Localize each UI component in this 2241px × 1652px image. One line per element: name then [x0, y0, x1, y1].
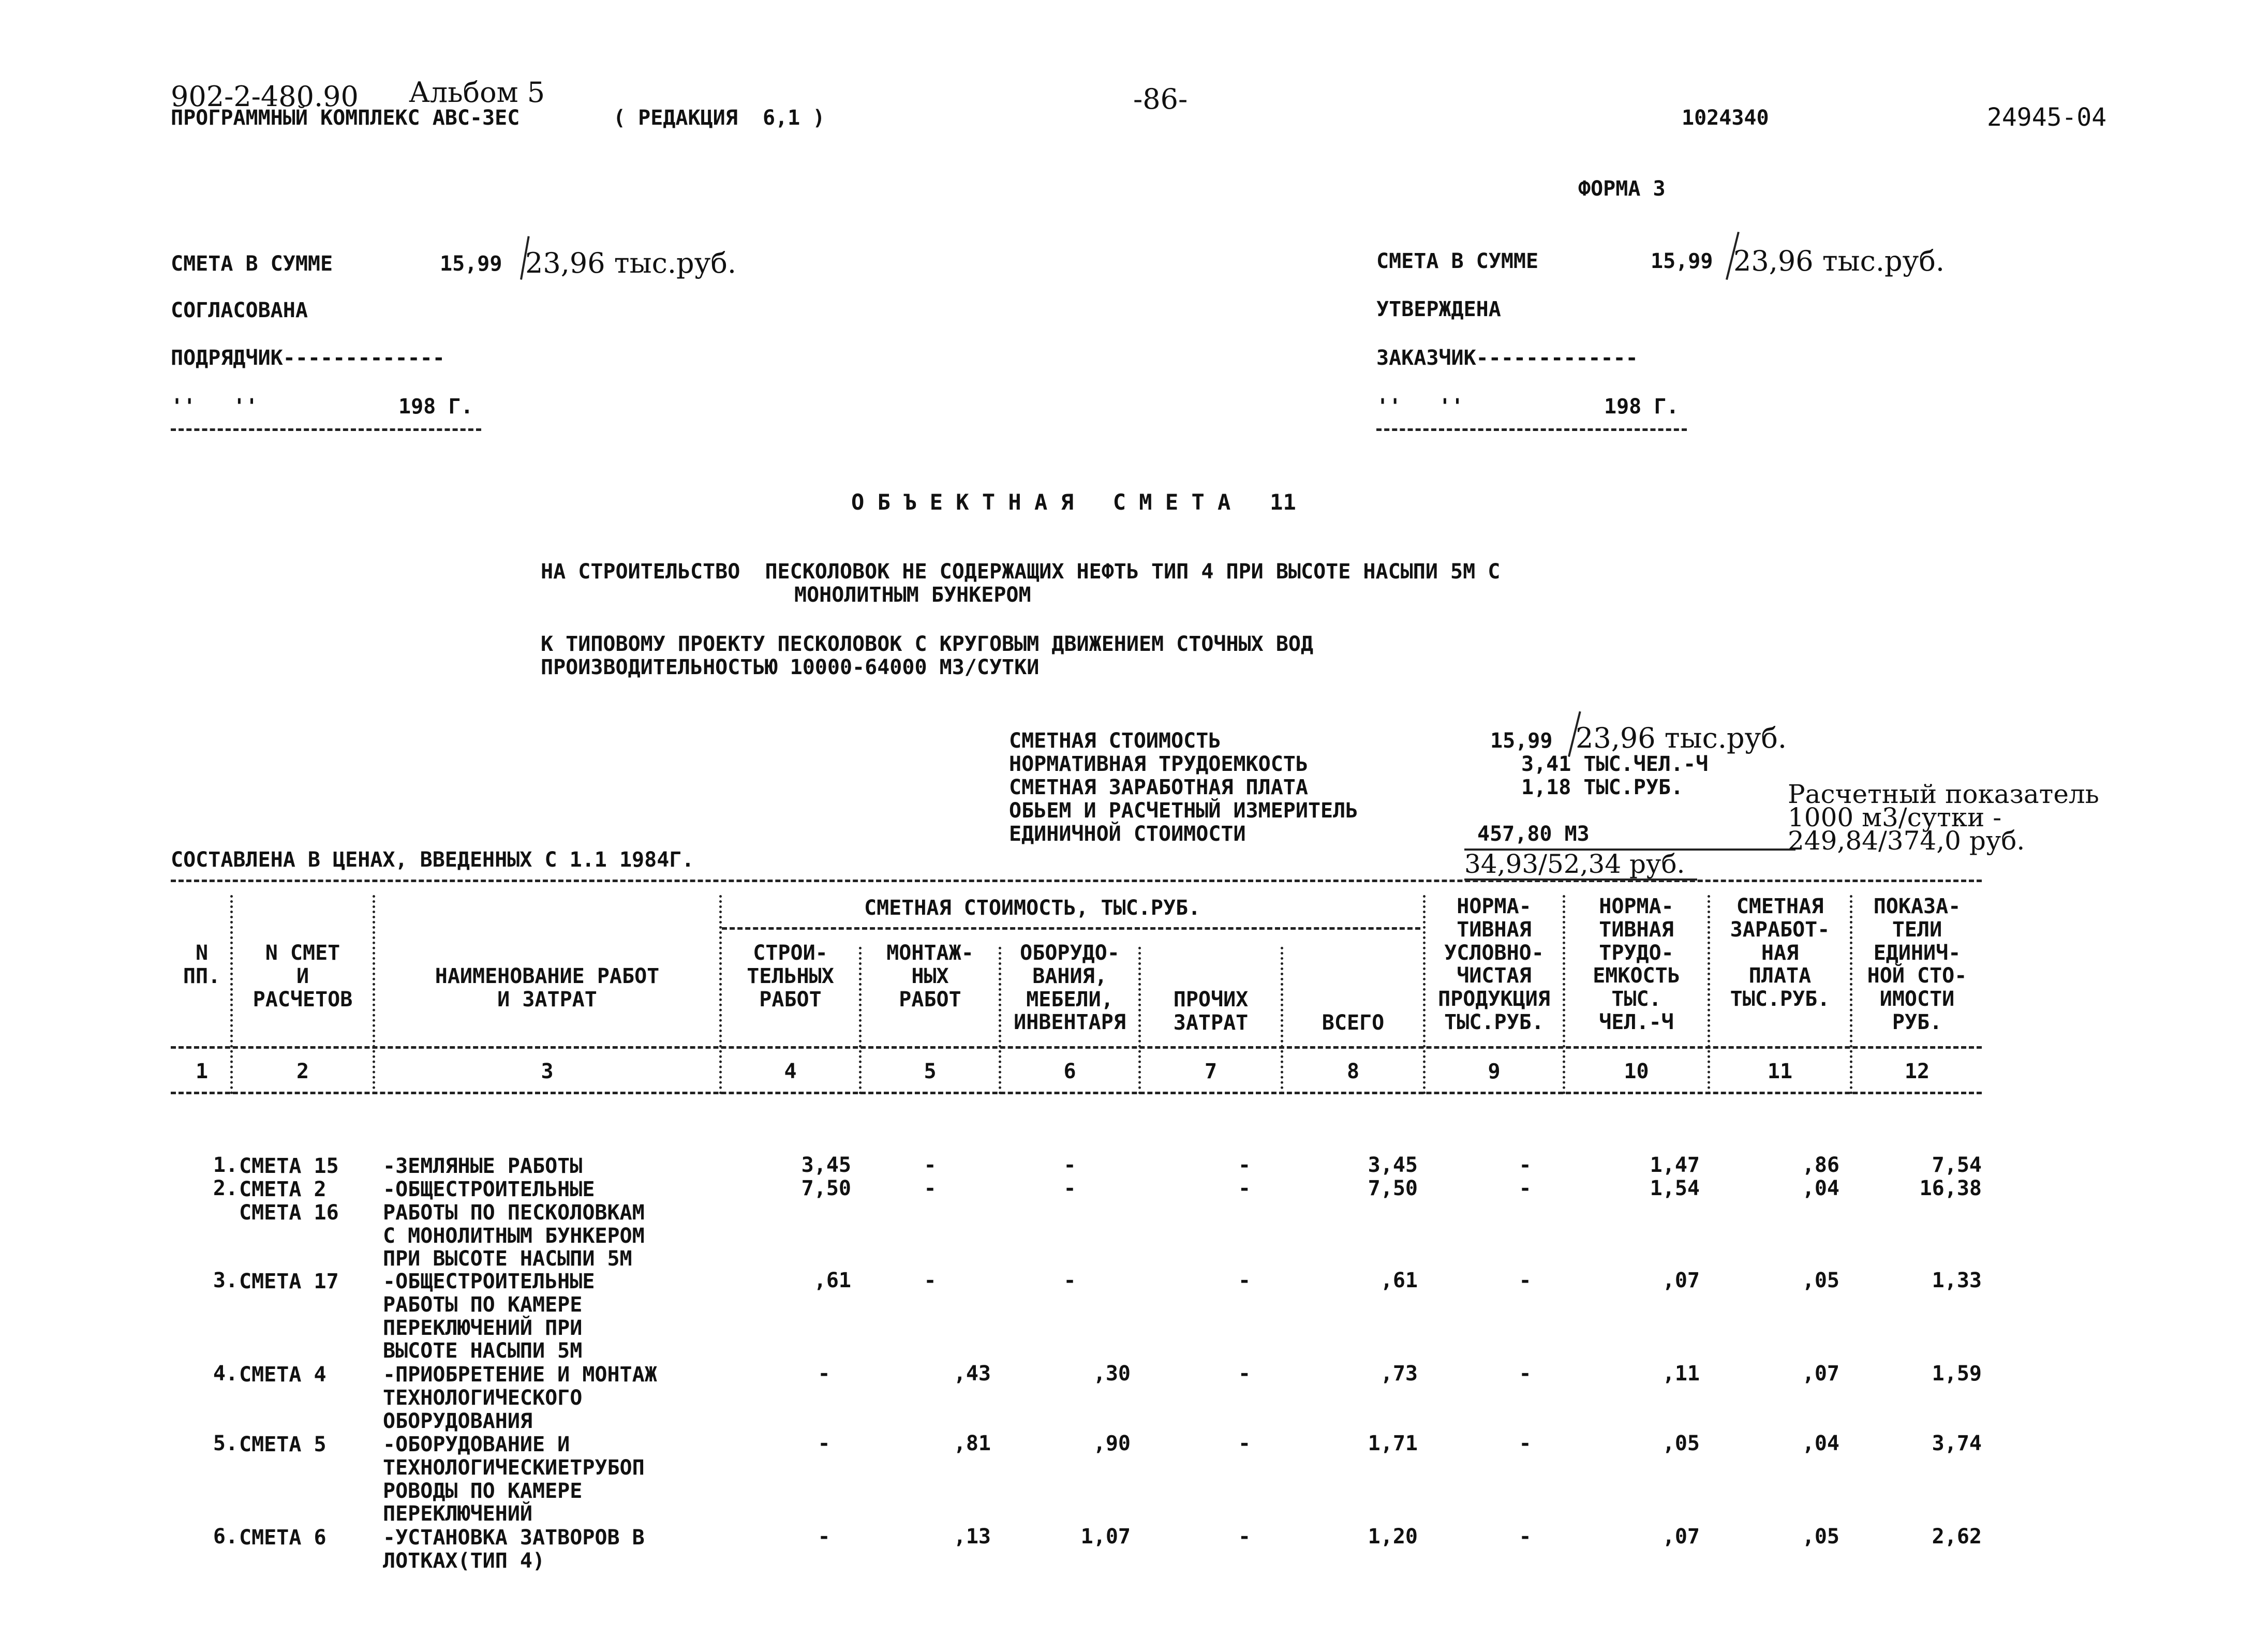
- row-equipment: -: [1063, 1269, 1076, 1292]
- row-unit-cost: 2,62: [1932, 1525, 1982, 1549]
- left-sum-label: СМЕТА В СУММЕ: [171, 252, 333, 276]
- row-estimate: СМЕТА 6: [239, 1526, 326, 1550]
- left-status: СОГЛАСОВАНА: [171, 299, 308, 322]
- left-date-year: 198 Г.: [398, 395, 473, 419]
- row-net-product: -: [1519, 1362, 1532, 1386]
- row-construction: -: [818, 1432, 830, 1455]
- row-other: -: [1238, 1525, 1251, 1549]
- right-party: ЗАКАЗЧИК-------------: [1376, 346, 1638, 370]
- row-estimate: СМЕТА 17: [239, 1270, 339, 1293]
- row-other: -: [1238, 1269, 1251, 1292]
- header-construction: СТРОИ- ТЕЛЬНЫХ РАБОТ: [747, 941, 834, 1011]
- row-unit-cost: 7,54: [1932, 1153, 1982, 1177]
- column-number: 4: [784, 1060, 797, 1083]
- row-equipment: -: [1063, 1153, 1076, 1177]
- group-header-rule: [722, 927, 1420, 930]
- row-labor: ,11: [1662, 1362, 1700, 1386]
- column-number: 5: [924, 1060, 937, 1083]
- row-net-product: -: [1519, 1153, 1532, 1177]
- header-num: N ПП.: [183, 941, 221, 988]
- row-estimate: СМЕТА 15: [239, 1154, 339, 1178]
- header-name: НАИМЕНОВАНИЕ РАБОТ И ЗАТРАТ: [435, 964, 660, 1011]
- row-installation: ,13: [953, 1525, 991, 1549]
- left-sum-value: 15,99: [440, 252, 502, 276]
- row-construction: -: [818, 1362, 830, 1386]
- row-equipment: ,30: [1093, 1362, 1131, 1386]
- right-date-year: 198 Г.: [1604, 395, 1679, 419]
- document-number: 1024340: [1682, 106, 1769, 130]
- header-estimate: N СМЕТ И РАСЧЕТОВ: [253, 941, 353, 1011]
- column-number: 12: [1904, 1060, 1930, 1083]
- header-other: ПРОЧИХ ЗАТРАТ: [1173, 988, 1249, 1035]
- column-number: 10: [1624, 1060, 1649, 1083]
- row-total: 1,71: [1368, 1432, 1418, 1455]
- subtitle-line-2: МОНОЛИТНЫМ БУНКЕРОМ: [794, 583, 1031, 607]
- row-total: 1,20: [1368, 1525, 1418, 1549]
- column-numbers-rule: [171, 1092, 1982, 1094]
- note-line-3: 249,84/374,0 руб.: [1788, 826, 2025, 856]
- row-num: 3.: [213, 1269, 238, 1292]
- row-num: 4.: [213, 1362, 238, 1386]
- album-label: Альбом 5: [409, 76, 545, 109]
- prices-note: СОСТАВЛЕНА В ЦЕНАХ, ВВЕДЕННЫХ С 1.1 1984Г.: [171, 848, 694, 872]
- row-wage: ,05: [1802, 1525, 1839, 1549]
- row-other: -: [1238, 1177, 1251, 1200]
- summary-wage-value: 1,18 ТЫС.РУБ.: [1521, 776, 1684, 799]
- project-code: 902-2-480.90: [171, 80, 359, 113]
- row-labor: ,07: [1662, 1269, 1700, 1292]
- row-installation: -: [924, 1269, 937, 1292]
- subtitle-line-1: НА СТРОИТЕЛЬСТВО ПЕСКОЛОВОК НЕ СОДЕРЖАЩИХ НЕФТЬ ТИП 4 ПРИ ВЫСОТЕ НАСЫПИ 5М С: [541, 560, 1501, 584]
- row-installation: ,43: [953, 1362, 991, 1386]
- row-installation: -: [924, 1153, 937, 1177]
- summary-label-cost: СМЕТНАЯ СТОИМОСТЬ: [1009, 729, 1221, 753]
- row-equipment: -: [1063, 1177, 1076, 1200]
- row-total: 7,50: [1368, 1177, 1418, 1200]
- row-name: -ОБОРУДОВАНИЕ И ТЕХНОЛОГИЧЕСКИЕТРУБОП РОВОДЫ ПО КАМЕРЕ ПЕРЕКЛЮЧЕНИЙ: [383, 1433, 645, 1526]
- row-num: 5.: [213, 1432, 238, 1455]
- header-bottom-rule: [171, 1046, 1982, 1049]
- row-wage: ,07: [1802, 1362, 1839, 1386]
- summary-volume-value: 457,80 М3: [1477, 822, 1590, 846]
- left-party: ПОДРЯДЧИК-------------: [171, 346, 445, 370]
- project-line-1: К ТИПОВОМУ ПРОЕКТУ ПЕСКОЛОВОК С КРУГОВЫМ ДВИЖЕНИЕМ СТОЧНЫХ ВОД: [541, 632, 1314, 656]
- row-net-product: -: [1519, 1432, 1532, 1455]
- row-estimate: СМЕТА 4: [239, 1363, 326, 1387]
- group-header: СМЕТНАЯ СТОИМОСТЬ, ТЫС.РУБ.: [864, 896, 1201, 920]
- header-wage: СМЕТНАЯ ЗАРАБОТ- НАЯ ПЛАТА ТЫС.РУБ.: [1730, 895, 1830, 1011]
- row-net-product: -: [1519, 1269, 1532, 1292]
- row-labor: ,07: [1662, 1525, 1700, 1549]
- left-signature-line: [171, 428, 481, 431]
- row-other: -: [1238, 1432, 1251, 1455]
- right-sum-value: 15,99: [1651, 249, 1713, 273]
- row-unit-cost: 3,74: [1932, 1432, 1982, 1455]
- header-unit-cost: ПОКАЗА- ТЕЛИ ЕДИНИЧ- НОЙ СТО- ИМОСТИ РУБ.: [1867, 895, 1967, 1034]
- row-construction: -: [818, 1525, 830, 1549]
- summary-labor-value: 3,41 ТЫС.ЧЕЛ.-Ч: [1521, 752, 1709, 776]
- form-label: ФОРМА 3: [1578, 177, 1666, 201]
- header-labor: НОРМА- ТИВНАЯ ТРУДО- ЕМКОСТЬ ТЫС. ЧЕЛ.-Ч: [1593, 895, 1680, 1034]
- row-unit-cost: 1,33: [1932, 1269, 1982, 1292]
- project-line-2: ПРОИЗВОДИТЕЛЬНОСТЬЮ 10000-64000 М3/СУТКИ: [541, 656, 1040, 679]
- row-labor: ,05: [1662, 1432, 1700, 1455]
- left-sum-handwritten: 23,96 тыс.руб.: [525, 247, 737, 279]
- row-estimate: СМЕТА 5: [239, 1433, 326, 1456]
- row-wage: ,86: [1802, 1153, 1839, 1177]
- summary-label-labor: НОРМАТИВНАЯ ТРУДОЕМКОСТЬ: [1009, 752, 1308, 776]
- row-wage: ,04: [1802, 1432, 1839, 1455]
- row-installation: -: [924, 1177, 937, 1200]
- table-top-rule: [171, 880, 1982, 882]
- row-unit-cost: 1,59: [1932, 1362, 1982, 1386]
- row-net-product: -: [1519, 1177, 1532, 1200]
- row-num: 1.: [213, 1153, 238, 1177]
- summary-unit-cost: 34,93/52,34 руб.: [1464, 849, 1685, 879]
- summary-label-volume: ОБЬЕМ И РАСЧЕТНЫЙ ИЗМЕРИТЕЛЬ: [1009, 799, 1358, 823]
- summary-label-unit: ЕДИНИЧНОЙ СТОИМОСТИ: [1009, 822, 1246, 846]
- row-construction: 3,45: [801, 1153, 851, 1177]
- row-total: ,73: [1380, 1362, 1418, 1386]
- row-other: -: [1238, 1362, 1251, 1386]
- header-total: ВСЕГО: [1322, 1011, 1385, 1035]
- right-status: УТВЕРЖДЕНА: [1376, 297, 1501, 321]
- row-num: 2.: [213, 1177, 238, 1200]
- row-installation: ,81: [953, 1432, 991, 1455]
- edition-label: ( РЕДАКЦИЯ 6,1 ): [613, 106, 825, 130]
- column-number: 7: [1204, 1060, 1218, 1083]
- row-wage: ,04: [1802, 1177, 1839, 1200]
- row-other: -: [1238, 1153, 1251, 1177]
- row-estimate: СМЕТА 2 СМЕТА 16: [239, 1178, 339, 1225]
- right-date-prefix: '' '': [1376, 395, 1464, 419]
- row-name: -ОБЩЕСТРОИТЕЛЬНЫЕ РАБОТЫ ПО КАМЕРЕ ПЕРЕКЛЮЧЕНИЙ ПРИ ВЫСОТЕ НАСЫПИ 5М: [383, 1270, 595, 1363]
- column-number: 2: [296, 1060, 309, 1083]
- column-number: 11: [1767, 1060, 1793, 1083]
- page-number: -86-: [1133, 83, 1188, 115]
- column-number: 3: [541, 1060, 554, 1083]
- row-construction: 7,50: [801, 1177, 851, 1200]
- column-number: 6: [1063, 1060, 1076, 1083]
- row-construction: ,61: [813, 1269, 851, 1292]
- row-name: -ЗЕМЛЯНЫЕ РАБОТЫ: [383, 1154, 583, 1178]
- header-equipment: ОБОРУДО- ВАНИЯ, МЕБЕЛИ, ИНВЕНТАРЯ: [1014, 941, 1126, 1035]
- summary-cost-handwritten: 23,96 тыс.руб.: [1576, 722, 1787, 754]
- right-signature-line: [1376, 428, 1687, 431]
- right-sum-handwritten: 23,96 тыс.руб.: [1733, 245, 1945, 277]
- row-wage: ,05: [1802, 1269, 1839, 1292]
- row-total: ,61: [1380, 1269, 1418, 1292]
- summary-label-wage: СМЕТНАЯ ЗАРАБОТНАЯ ПЛАТА: [1009, 776, 1308, 799]
- row-num: 6.: [213, 1525, 238, 1549]
- document-title: О Б Ъ Е К Т Н А Я С М Е Т А 11: [851, 489, 1296, 515]
- note-line-2: 1000 м3/сутки -: [1788, 802, 2002, 832]
- row-net-product: -: [1519, 1525, 1532, 1549]
- header-net-product: НОРМА- ТИВНАЯ УСЛОВНО- ЧИСТАЯ ПРОДУКЦИЯ ТЫС.РУБ.: [1438, 895, 1550, 1034]
- row-equipment: ,90: [1093, 1432, 1131, 1455]
- header-installation: МОНТАЖ- НЫХ РАБОТ: [886, 941, 974, 1011]
- column-number: 9: [1488, 1060, 1501, 1083]
- program-name: ПРОГРАММНЫЙ КОМПЛЕКС АВС-3ЕС: [171, 106, 520, 130]
- column-number: 8: [1346, 1060, 1360, 1083]
- note-line-1: Расчетный показатель: [1788, 779, 2099, 809]
- row-name: -ОБЩЕСТРОИТЕЛЬНЫЕ РАБОТЫ ПО ПЕСКОЛОВКАМ С МОНОЛИТНЫМ БУНКЕРОМ ПРИ ВЫСОТЕ НАСЫПИ 5М: [383, 1178, 645, 1271]
- row-total: 3,45: [1368, 1153, 1418, 1177]
- row-labor: 1,47: [1650, 1153, 1700, 1177]
- right-sum-label: СМЕТА В СУММЕ: [1376, 249, 1539, 273]
- column-number: 1: [195, 1060, 209, 1083]
- row-unit-cost: 16,38: [1919, 1177, 1982, 1200]
- left-date-prefix: '' '': [171, 395, 258, 419]
- row-name: -ПРИОБРЕТЕНИЕ И МОНТАЖ ТЕХНОЛОГИЧЕСКОГО ОБОРУДОВАНИЯ: [383, 1363, 657, 1433]
- row-labor: 1,54: [1650, 1177, 1700, 1200]
- summary-cost-value: 15,99: [1490, 729, 1553, 753]
- row-equipment: 1,07: [1080, 1525, 1131, 1549]
- archive-number: 24945-04: [1987, 103, 2107, 132]
- row-name: -УСТАНОВКА ЗАТВОРОВ В ЛОТКАХ(ТИП 4): [383, 1526, 645, 1573]
